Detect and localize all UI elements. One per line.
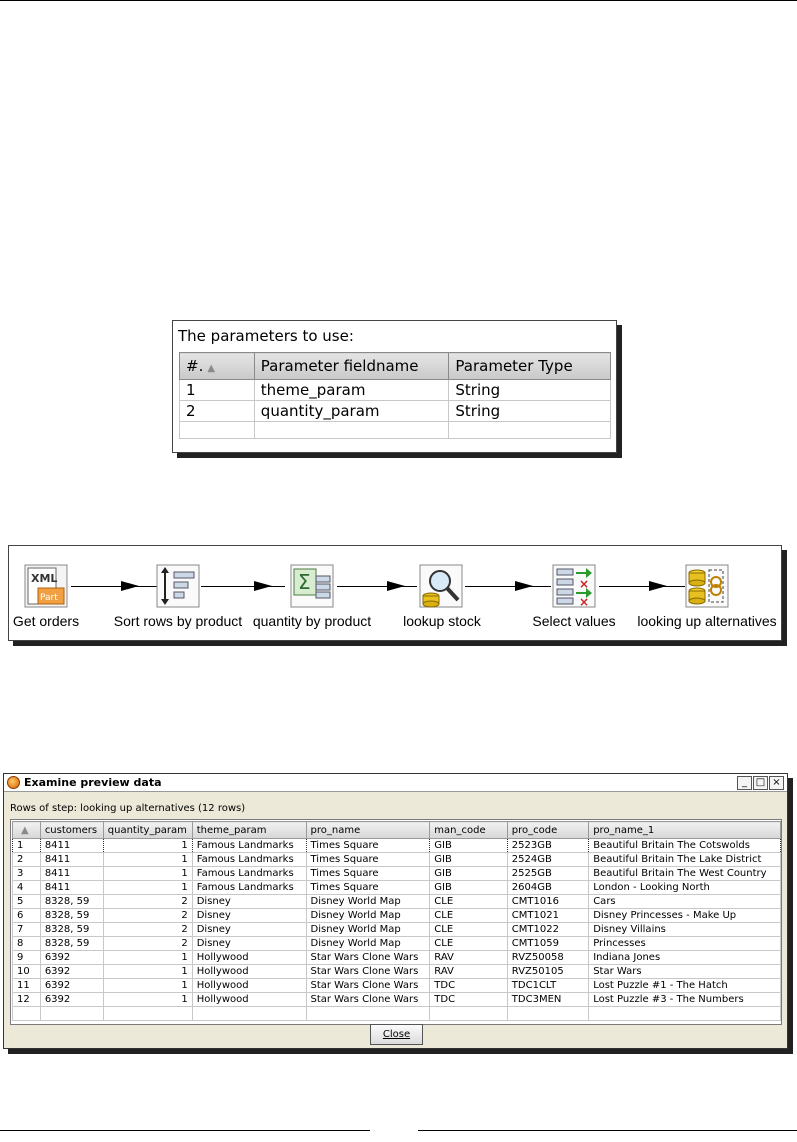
parameters-caption: The parameters to use: xyxy=(178,327,354,345)
preview-table xyxy=(12,821,781,1021)
column-header[interactable]: theme_param xyxy=(192,822,306,839)
table-cell[interactable]: Famous Landmarks xyxy=(192,867,306,881)
step-label: quantity by product xyxy=(252,613,372,629)
table-cell[interactable]: TDC1CLT xyxy=(507,979,588,993)
row-number-cell[interactable]: 10 xyxy=(13,965,41,979)
svg-text:×: × xyxy=(579,595,590,608)
table-cell[interactable]: Disney xyxy=(192,909,306,923)
empty-cell[interactable] xyxy=(306,1007,430,1021)
table-cell[interactable]: 2604GB xyxy=(507,881,588,895)
table-cell[interactable]: Disney World Map xyxy=(306,937,430,951)
row-num[interactable]: 1 xyxy=(180,380,255,401)
table-cell[interactable]: Star Wars Clone Wars xyxy=(306,965,430,979)
row-fieldname[interactable]: theme_param xyxy=(254,380,449,401)
table-cell[interactable]: Hollywood xyxy=(192,979,306,993)
table-cell[interactable]: 6392 xyxy=(40,965,103,979)
row-type[interactable]: String xyxy=(449,380,611,401)
parameters-table xyxy=(179,352,611,439)
step-sort-rows[interactable] xyxy=(156,564,200,612)
empty-cell[interactable] xyxy=(589,1007,781,1021)
table-cell[interactable]: Lost Puzzle #3 - The Numbers xyxy=(589,993,781,1007)
svg-text:×: × xyxy=(579,577,590,591)
table-cell[interactable]: 1 xyxy=(103,853,192,867)
table-row[interactable] xyxy=(13,965,781,979)
bottom-rule-right xyxy=(418,1130,797,1131)
hop-line[interactable] xyxy=(599,586,685,587)
table-row[interactable] xyxy=(13,839,781,853)
table-cell[interactable]: 1 xyxy=(103,839,192,853)
select-values-icon xyxy=(552,564,596,608)
row-number-cell[interactable]: 3 xyxy=(13,867,41,881)
table-cell[interactable]: CLE xyxy=(430,895,508,909)
svg-text:Part: Part xyxy=(40,593,58,603)
step-label: Select values xyxy=(532,613,616,629)
column-header[interactable]: man_code xyxy=(430,822,508,839)
hop-line[interactable] xyxy=(71,586,157,587)
table-cell[interactable]: Disney World Map xyxy=(306,923,430,937)
step-quantity-by-product[interactable] xyxy=(290,564,334,612)
table-cell[interactable]: CLE xyxy=(430,909,508,923)
table-cell[interactable]: 2523GB xyxy=(507,839,588,853)
hop-arrow-icon xyxy=(387,581,405,591)
column-header-fieldname[interactable]: Parameter fieldname xyxy=(254,353,449,380)
table-cell[interactable]: 1 xyxy=(103,965,192,979)
empty-cell[interactable] xyxy=(449,422,611,439)
hop-line[interactable] xyxy=(465,586,551,587)
examine-preview-dialog xyxy=(3,773,788,1049)
table-cell[interactable]: 8411 xyxy=(40,867,103,881)
hop-line[interactable] xyxy=(337,586,417,587)
table-row[interactable] xyxy=(13,895,781,909)
table-cell[interactable]: 8328, 59 xyxy=(40,895,103,909)
database-join-icon xyxy=(685,564,729,608)
step-label: Sort rows by product xyxy=(113,613,243,629)
table-row[interactable] xyxy=(180,401,611,422)
table-cell[interactable]: London - Looking North xyxy=(589,881,781,895)
table-cell[interactable]: CMT1059 xyxy=(507,937,588,951)
step-looking-up-alternatives[interactable] xyxy=(685,564,729,612)
table-cell[interactable]: CMT1021 xyxy=(507,909,588,923)
row-number-cell[interactable]: 2 xyxy=(13,853,41,867)
table-cell[interactable]: RVZ50058 xyxy=(507,951,588,965)
table-row[interactable] xyxy=(13,923,781,937)
row-number-cell[interactable]: 9 xyxy=(13,951,41,965)
empty-cell[interactable] xyxy=(180,422,255,439)
empty-cell[interactable] xyxy=(13,1007,41,1021)
column-header[interactable]: customers xyxy=(40,822,103,839)
table-cell[interactable]: Beautiful Britain The Cotswolds xyxy=(589,839,781,853)
top-rule xyxy=(0,0,797,1)
table-cell[interactable]: TDC3MEN xyxy=(507,993,588,1007)
table-cell[interactable]: RAV xyxy=(430,951,508,965)
table-cell[interactable]: Disney xyxy=(192,895,306,909)
table-cell[interactable]: Star Wars Clone Wars xyxy=(306,951,430,965)
sort-ascending-icon: ▲ xyxy=(207,363,216,374)
dialog-title: Examine preview data xyxy=(24,776,162,789)
table-cell[interactable]: 2524GB xyxy=(507,853,588,867)
table-cell[interactable]: 2 xyxy=(103,895,192,909)
close-button[interactable]: Close xyxy=(370,1024,423,1045)
column-header[interactable]: pro_name xyxy=(306,822,430,839)
table-cell[interactable]: Famous Landmarks xyxy=(192,881,306,895)
table-cell[interactable]: Hollywood xyxy=(192,965,306,979)
grid-body xyxy=(13,839,781,1021)
table-cell[interactable]: Lost Puzzle #1 - The Hatch xyxy=(589,979,781,993)
table-cell[interactable]: RAV xyxy=(430,965,508,979)
empty-row[interactable] xyxy=(180,422,611,439)
row-number-cell[interactable]: 12 xyxy=(13,993,41,1007)
table-cell[interactable]: Princesses xyxy=(589,937,781,951)
maximize-button[interactable]: □ xyxy=(753,776,768,790)
table-cell[interactable]: TDC xyxy=(430,979,508,993)
table-cell[interactable]: Disney World Map xyxy=(306,909,430,923)
table-cell[interactable]: 2525GB xyxy=(507,867,588,881)
table-cell[interactable]: 2 xyxy=(103,909,192,923)
table-cell[interactable]: Indiana Jones xyxy=(589,951,781,965)
table-row[interactable] xyxy=(13,881,781,895)
column-header-type[interactable]: Parameter Type xyxy=(449,353,611,380)
transformation-flow-panel xyxy=(8,545,782,641)
step-label: looking up alternatives xyxy=(637,613,777,629)
column-header[interactable]: pro_code xyxy=(507,822,588,839)
table-cell[interactable]: Star Wars xyxy=(589,965,781,979)
step-select-values[interactable] xyxy=(552,564,596,612)
table-cell[interactable]: GIB xyxy=(430,867,508,881)
table-cell[interactable]: Times Square xyxy=(306,839,430,853)
table-cell[interactable]: TDC xyxy=(430,993,508,1007)
svg-text:Σ: Σ xyxy=(298,570,311,594)
table-row[interactable] xyxy=(13,909,781,923)
table-cell[interactable]: 1 xyxy=(103,993,192,1007)
row-number-cell[interactable]: 11 xyxy=(13,979,41,993)
row-number-cell[interactable]: 8 xyxy=(13,937,41,951)
empty-cell[interactable] xyxy=(40,1007,103,1021)
close-window-button[interactable]: × xyxy=(769,776,784,790)
step-label: Get orders xyxy=(12,613,80,629)
table-cell[interactable]: CLE xyxy=(430,923,508,937)
table-cell[interactable]: Beautiful Britain The Lake District xyxy=(589,853,781,867)
row-number-cell[interactable]: 1 xyxy=(13,839,41,853)
table-row[interactable] xyxy=(180,380,611,401)
table-cell[interactable]: Famous Landmarks xyxy=(192,839,306,853)
row-number-cell[interactable]: 7 xyxy=(13,923,41,937)
hop-arrow-icon xyxy=(121,581,139,591)
empty-cell[interactable] xyxy=(507,1007,588,1021)
table-cell[interactable]: 1 xyxy=(103,881,192,895)
table-cell[interactable]: GIB xyxy=(430,881,508,895)
table-cell[interactable]: Beautiful Britain The West Country xyxy=(589,867,781,881)
table-cell[interactable]: 8328, 59 xyxy=(40,923,103,937)
hop-arrow-icon xyxy=(649,581,667,591)
group-by-sum-icon xyxy=(290,564,334,608)
table-cell[interactable]: Disney World Map xyxy=(306,895,430,909)
table-cell[interactable]: 6392 xyxy=(40,993,103,1007)
table-cell[interactable]: Famous Landmarks xyxy=(192,853,306,867)
parameters-header-row xyxy=(180,353,611,380)
table-cell[interactable]: GIB xyxy=(430,853,508,867)
table-row[interactable] xyxy=(13,853,781,867)
table-cell[interactable]: 2 xyxy=(103,937,192,951)
row-number-cell[interactable]: 6 xyxy=(13,909,41,923)
column-header-num[interactable]: #. ▲ xyxy=(180,353,255,380)
table-cell[interactable]: Hollywood xyxy=(192,951,306,965)
step-lookup-stock[interactable] xyxy=(419,564,463,612)
table-cell[interactable]: 1 xyxy=(103,951,192,965)
parameters-panel xyxy=(172,320,617,453)
table-cell[interactable]: Star Wars Clone Wars xyxy=(306,993,430,1007)
bottom-rule-left xyxy=(0,1130,370,1131)
table-cell[interactable]: Disney xyxy=(192,923,306,937)
table-cell[interactable]: CLE xyxy=(430,937,508,951)
table-cell[interactable]: Hollywood xyxy=(192,993,306,1007)
table-cell[interactable]: Cars xyxy=(589,895,781,909)
table-cell[interactable]: 8411 xyxy=(40,839,103,853)
svg-text:XML: XML xyxy=(31,572,58,585)
row-num[interactable]: 2 xyxy=(180,401,255,422)
database-lookup-icon xyxy=(419,564,463,608)
table-cell[interactable]: Times Square xyxy=(306,853,430,867)
table-cell[interactable]: 2 xyxy=(103,923,192,937)
column-header[interactable]: pro_name_1 xyxy=(589,822,781,839)
empty-cell[interactable] xyxy=(254,422,449,439)
table-cell[interactable]: Disney xyxy=(192,937,306,951)
grid-header-row xyxy=(13,822,781,839)
dialog-titlebar[interactable] xyxy=(4,774,787,792)
row-number-header[interactable] xyxy=(13,822,41,839)
table-cell[interactable]: 8328, 59 xyxy=(40,909,103,923)
empty-cell[interactable] xyxy=(192,1007,306,1021)
empty-row[interactable] xyxy=(13,1007,781,1021)
table-cell[interactable]: 1 xyxy=(103,867,192,881)
table-cell[interactable]: Times Square xyxy=(306,881,430,895)
table-cell[interactable]: CMT1022 xyxy=(507,923,588,937)
table-cell[interactable]: 6392 xyxy=(40,951,103,965)
table-cell[interactable]: Disney Princesses - Make Up xyxy=(589,909,781,923)
table-cell[interactable]: GIB xyxy=(430,839,508,853)
xml-input-icon xyxy=(24,564,68,608)
row-type[interactable]: String xyxy=(449,401,611,422)
row-fieldname[interactable]: quantity_param xyxy=(254,401,449,422)
table-cell[interactable]: 8411 xyxy=(40,881,103,895)
table-row[interactable] xyxy=(13,979,781,993)
table-cell[interactable]: CMT1016 xyxy=(507,895,588,909)
table-cell[interactable]: 8411 xyxy=(40,853,103,867)
row-number-cell[interactable]: 5 xyxy=(13,895,41,909)
preview-grid[interactable] xyxy=(10,819,782,1025)
minimize-button[interactable]: _ xyxy=(737,776,752,790)
empty-cell[interactable] xyxy=(430,1007,508,1021)
sort-ascending-icon: ▲ xyxy=(21,824,29,836)
table-cell[interactable]: 8328, 59 xyxy=(40,937,103,951)
step-get-orders[interactable] xyxy=(24,564,68,612)
table-cell[interactable]: 1 xyxy=(103,979,192,993)
table-row[interactable] xyxy=(13,867,781,881)
table-row[interactable] xyxy=(13,937,781,951)
rows-label: Rows of step: looking up alternatives (12 rows) xyxy=(10,803,246,814)
table-cell[interactable]: Disney Villains xyxy=(589,923,781,937)
row-number-cell[interactable]: 4 xyxy=(13,881,41,895)
table-cell[interactable]: 6392 xyxy=(40,979,103,993)
table-row[interactable] xyxy=(13,951,781,965)
sort-rows-icon xyxy=(156,564,200,608)
column-header[interactable]: quantity_param xyxy=(103,822,192,839)
app-logo-icon xyxy=(7,776,20,789)
hop-line[interactable] xyxy=(201,586,285,587)
empty-cell[interactable] xyxy=(103,1007,192,1021)
table-cell[interactable]: Star Wars Clone Wars xyxy=(306,979,430,993)
table-cell[interactable]: RVZ50105 xyxy=(507,965,588,979)
table-row[interactable] xyxy=(13,993,781,1007)
hop-arrow-icon xyxy=(254,581,272,591)
table-cell[interactable]: Times Square xyxy=(306,867,430,881)
step-label: lookup stock xyxy=(403,613,481,629)
hop-arrow-icon xyxy=(515,581,533,591)
